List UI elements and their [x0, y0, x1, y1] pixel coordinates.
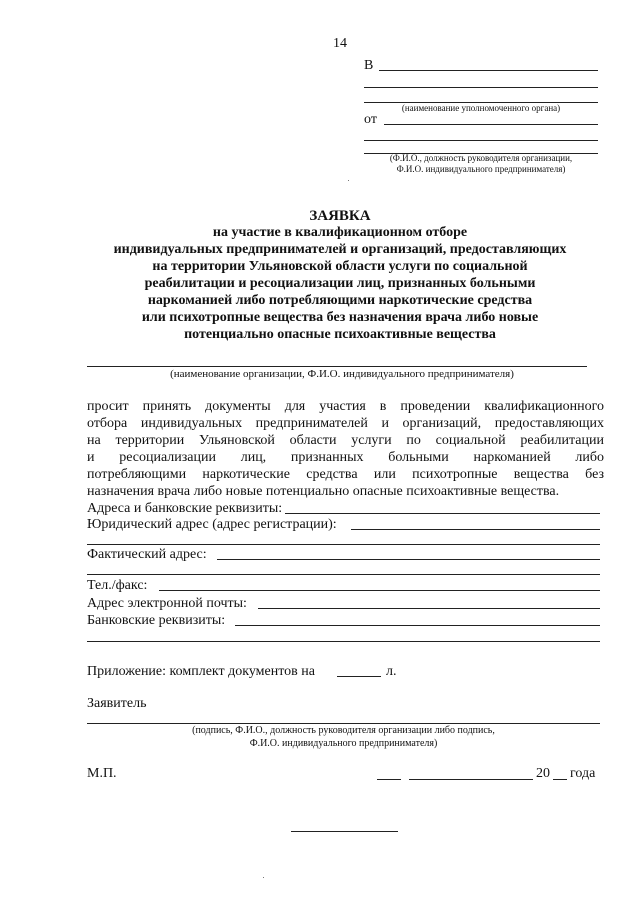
- email-label: Адрес электронной почты:: [87, 596, 247, 611]
- actual-address-line-2[interactable]: [87, 574, 600, 575]
- title-line: реабилитации и ресоциализации лиц, признанных больными: [144, 276, 536, 291]
- phone-fax-line[interactable]: [159, 590, 600, 591]
- bank-details-line-2[interactable]: [87, 641, 600, 642]
- body-line: отбора индивидуальных предпринимателей и организаций, предоставляющих: [87, 416, 604, 431]
- applicant-name-line[interactable]: [87, 366, 587, 367]
- phone-fax-label: Тел./факс:: [87, 578, 148, 593]
- date-year-prefix: 20: [536, 766, 550, 781]
- from-prefix: от: [364, 112, 377, 127]
- from-caption-line-1: (Ф.И.О., должность руководителя организации,: [389, 153, 573, 163]
- scan-speck: [263, 877, 264, 878]
- date-year-suffix: года: [570, 766, 596, 781]
- stamp-label: М.П.: [87, 766, 117, 781]
- title-line: на участие в квалификационном отборе: [212, 225, 468, 240]
- attachment-suffix: л.: [386, 664, 397, 679]
- actual-address-label: Фактический адрес:: [87, 547, 207, 562]
- addresses-bank-label: Адреса и банковские реквизиты:: [87, 501, 283, 516]
- title-line: индивидуальных предпринимателей и организаций, предоставляющих: [113, 242, 567, 257]
- signature-caption-line-2: Ф.И.О. индивидуального предпринимателя): [249, 738, 438, 749]
- page-number: 14: [333, 36, 347, 51]
- to-authority-line-2[interactable]: [364, 87, 598, 88]
- title-line: или психотропные вещества без назначения врача либо новые: [141, 310, 539, 325]
- email-line[interactable]: [258, 608, 600, 609]
- bank-details-label: Банковские реквизиты:: [87, 613, 226, 628]
- from-line-2[interactable]: [364, 140, 598, 141]
- title-line: наркоманией либо потребляющими наркотические средства: [147, 293, 533, 308]
- date-year-line[interactable]: [553, 779, 567, 780]
- signature-caption-line-1: (подпись, Ф.И.О., должность руководителя организации либо подпись,: [192, 725, 495, 736]
- legal-address-line[interactable]: [351, 529, 600, 530]
- from-line-1[interactable]: [384, 124, 598, 125]
- legal-address-line-2[interactable]: [87, 544, 600, 545]
- attachment-pages-line[interactable]: [337, 676, 381, 677]
- signature-line[interactable]: [87, 723, 600, 724]
- date-month-line[interactable]: [409, 779, 533, 780]
- from-caption-line-2: Ф.И.О. индивидуального предпринимателя): [396, 164, 566, 174]
- legal-address-label: Юридический адрес (адрес регистрации):: [87, 517, 337, 532]
- applicant-caption: (наименование организации, Ф.И.О. индивидуального предпринимателя): [170, 368, 514, 380]
- body-line: просит принять документы для участия в проведении квалификационного: [87, 399, 604, 414]
- date-day-line[interactable]: [377, 779, 401, 780]
- addresses-bank-line[interactable]: [285, 513, 600, 514]
- authority-caption: (наименование уполномоченного органа): [401, 103, 561, 113]
- bottom-divider: [291, 831, 398, 832]
- title-line: на территории Ульяновской области услуги по социальной: [152, 259, 528, 274]
- actual-address-line[interactable]: [217, 559, 600, 560]
- title-line: потенциально опасные психоактивные вещества: [184, 327, 496, 342]
- document-heading: ЗАЯВКА: [309, 208, 371, 224]
- to-authority-line-1[interactable]: [379, 70, 598, 71]
- body-line: на территории Ульяновской области услуги по социальной реабилитации: [87, 433, 604, 448]
- body-line: потребляющими наркотические средства или психотропные вещества без: [87, 467, 604, 482]
- to-prefix: В: [364, 58, 374, 73]
- applicant-label: Заявитель: [87, 696, 147, 711]
- scan-speck: [348, 180, 349, 181]
- body-line: и ресоциализации лиц, признанных больными наркоманией либо: [87, 450, 604, 465]
- attachment-prefix: Приложение: комплект документов на: [87, 664, 315, 679]
- body-line-last: назначения врача либо новые потенциально опасные психоактивные вещества.: [87, 484, 560, 499]
- bank-details-line[interactable]: [235, 625, 600, 626]
